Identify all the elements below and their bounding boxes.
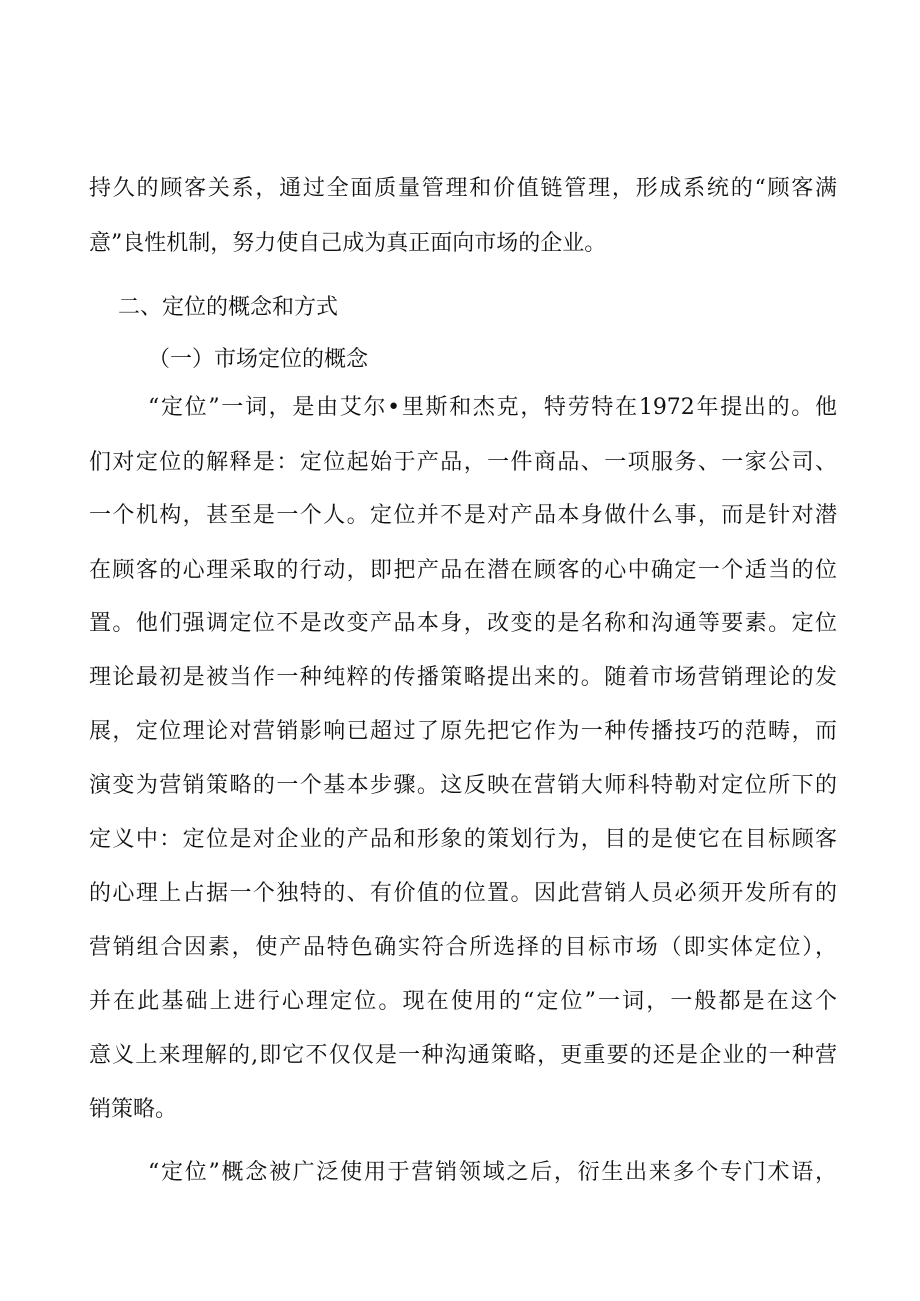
paragraph-line: 销策略。 (89, 1097, 178, 1122)
paragraph-line: 的心理上占据一个独特的、有价值的位置。因此营销人员必须开发所有的 (89, 881, 837, 906)
paragraph-line: 演变为营销策略的一个基本步骤。这反映在营销大师科特勒对定位所下的 (89, 773, 837, 798)
text-line: 意”良性机制，努力使自己成为真正面向市场的企业。 (89, 231, 607, 256)
paragraph-line: 营销组合因素，使产品特色确实符合所选择的目标市场（即实体定位）， (89, 935, 837, 960)
paragraph-line: 们对定位的解释是：定位起始于产品，一件商品、一项服务、一家公司、 (89, 450, 837, 475)
paragraph-line: 展，定位理论对营销影响已超过了原先把它作为一种传播技巧的范畴，而 (89, 719, 837, 744)
section-heading: 二、定位的概念和方式 (118, 295, 339, 320)
paragraph-line: “定位”一词，是由艾尔•里斯和杰克，特劳特在1972年提出的。他 (148, 395, 837, 420)
paragraph-line: 在顾客的心理采取的行动，即把产品在潜在顾客的心中确定一个适当的位 (89, 558, 837, 583)
paragraph-line: “定位”概念被广泛使用于营销领域之后，衍生出来多个专门术语， (148, 1160, 837, 1185)
paragraph-line: 置。他们强调定位不是改变产品本身，改变的是名称和沟通等要素。定位 (89, 611, 837, 636)
paragraph-line: 定义中：定位是对企业的产品和形象的策划行为，目的是使它在目标顾客 (89, 827, 837, 852)
paragraph-line: 意义上来理解的,即它不仅仅是一种沟通策略，更重要的还是企业的一种营 (89, 1043, 837, 1068)
sub-heading: （一）市场定位的概念 (148, 347, 369, 372)
paragraph-line: 并在此基础上进行心理定位。现在使用的“定位”一词，一般都是在这个 (89, 989, 837, 1014)
paragraph-line: 理论最初是被当作一种纯粹的传播策略提出来的。随着市场营销理论的发 (89, 665, 837, 690)
paragraph-line: 一个机构，甚至是一个人。定位并不是对产品本身做什么事，而是针对潜 (89, 503, 837, 528)
text-line: 持久的顾客关系，通过全面质量管理和价值链管理，形成系统的“顾客满 (89, 176, 837, 201)
